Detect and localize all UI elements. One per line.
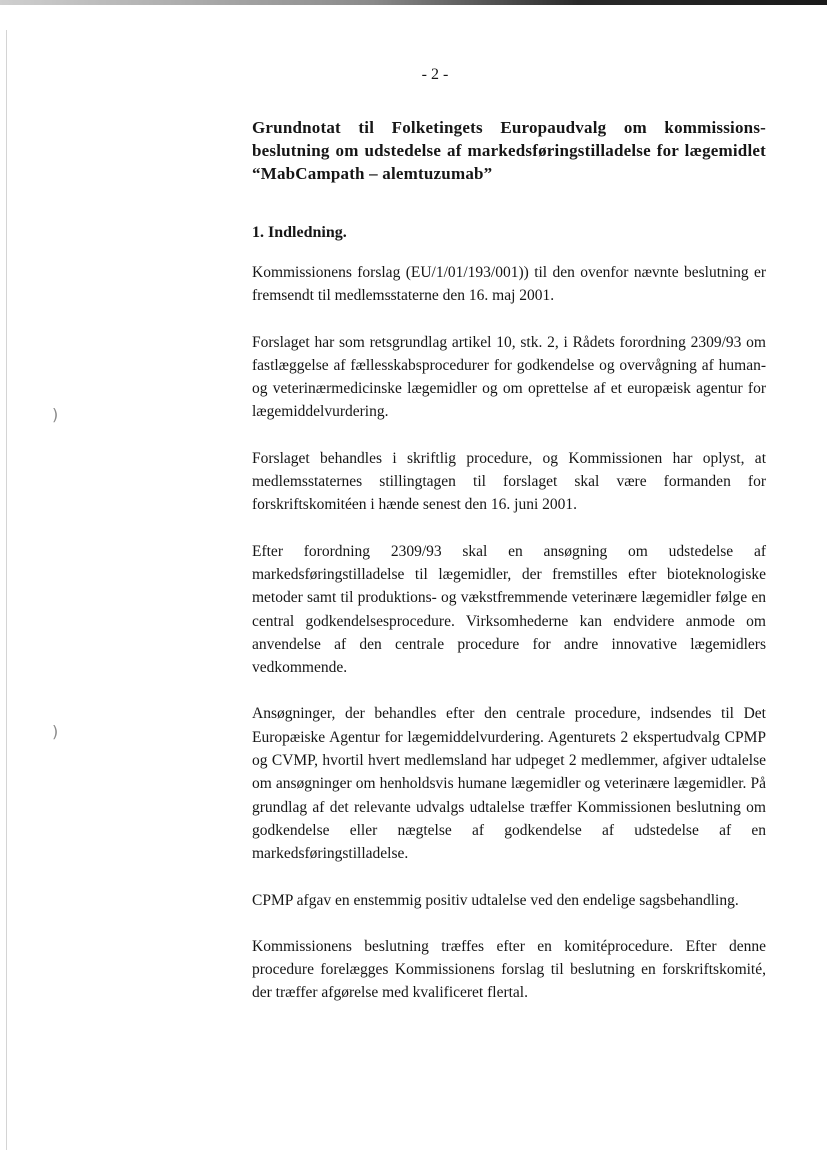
paragraph: Forslaget behandles i skriftlig procedure, og Kommissionen har oplyst, at medlemsstaternes stillingtagen til forslaget skal være formanden for forskriftskomitéen i hænde senest den 16. juni 2001.	[252, 449, 766, 514]
paragraph: Forslaget har som retsgrundlag artikel 10, stk. 2, i Rådets forordning 2309/93 om fastlæggelse af fællesskabsprocedurer for godkendelse og overvågning af human- og veterinærmedicinske lægemidler og om oprettelse af et europæisk agentur for lægemiddelvurdering.	[252, 333, 766, 421]
paragraph: Ansøgninger, der behandles efter den centrale procedure, indsendes til Det Europæiske Agentur for lægemiddelvurdering. Agenturets 2 ekspertudvalg CPMP og CVMP, hvortil hvert medlemsland har udpeget 2 medlemmer, afgiver udtalelse om ansøgninger om henholdsvis humane lægemidler og veterinære lægemidler. På grundlag af det relevante udvalgs udtalelse træffer Kommissionen beslutning om godkendelse eller nægtelse af godkendelse af udstedelse af en markedsføringstilladelse.	[252, 705, 766, 863]
page-number: - 2 -	[421, 66, 449, 83]
document-body	[252, 116, 766, 1005]
binder-hole-mark: )	[52, 405, 59, 424]
document-title: Grundnotat til Folketingets Europaudvalg om kommissions-beslutning om udstedelse af markedsføringstilladelse for lægemidlet “MabCampath – alemtuzumab”	[252, 118, 766, 183]
paragraph: CPMP afgav en enstemmig positiv udtalelse ved den endelige sagsbehandling.	[252, 891, 739, 909]
paragraph: Kommissionens beslutning træffes efter en komitéprocedure. Efter denne procedure forelægges Kommissionens forslag til beslutning en forskriftskomité, der træffer afgørelse med kvalificeret flertal.	[252, 937, 766, 1002]
scan-edge-left	[6, 30, 7, 1150]
section-heading: 1. Indledning.	[252, 224, 347, 241]
binder-hole-mark: )	[52, 722, 59, 741]
paragraph: Kommissionens forslag (EU/1/01/193/001)) til den ovenfor nævnte beslutning er fremsendt til medlemsstaterne den 16. maj 2001.	[252, 264, 766, 305]
scan-edge-top	[0, 0, 827, 5]
paragraph: Efter forordning 2309/93 skal en ansøgning om udstedelse af markedsføringstilladelse til lægemidler, der fremstilles efter bioteknologiske metoder samt til produktions- og vækstfremmende veterinære lægemidler følge en central godkendelsesprocedure. Virksomhederne kan endvidere anmode om anvendelse af den centrale procedure for andre innovative lægemidlers vedkommende.	[252, 542, 766, 677]
